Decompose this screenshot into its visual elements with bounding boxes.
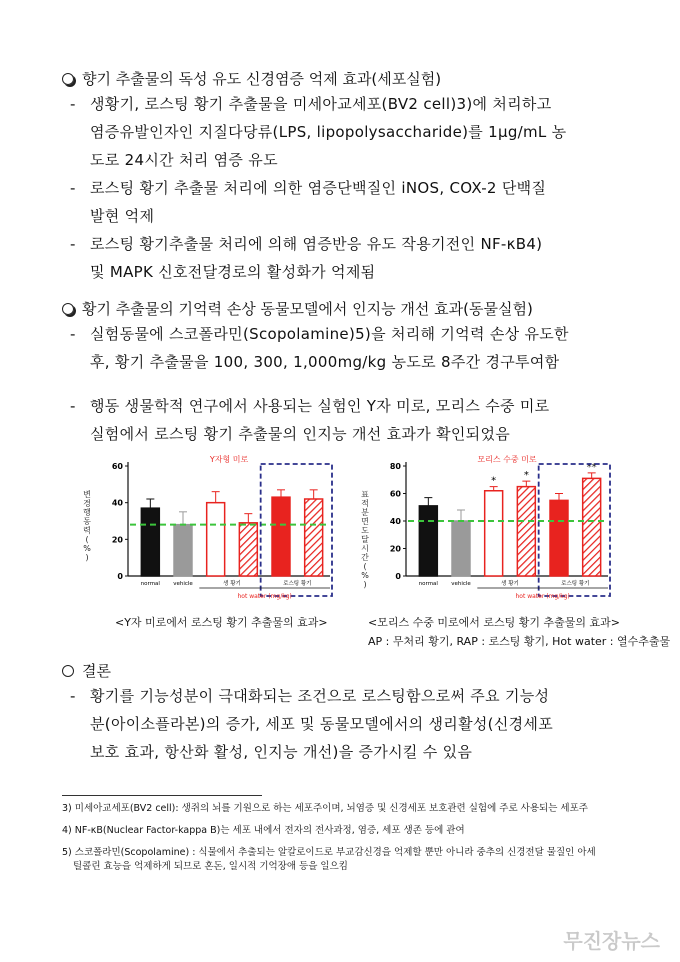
x-group-label: normal bbox=[140, 581, 160, 587]
bar bbox=[207, 503, 225, 576]
y-axis-label: ( bbox=[363, 562, 367, 571]
chart2-caption: <모리스 수중 미로에서 로스팅 황기 추출물의 효과> bbox=[368, 616, 620, 629]
footnote-divider bbox=[62, 795, 262, 796]
x-sublabel: hot water (mg/kg) bbox=[237, 593, 292, 600]
y-tick-label: 40 bbox=[111, 498, 123, 508]
y-axis-label: 력 bbox=[83, 526, 91, 535]
y-tick-label: 20 bbox=[389, 544, 401, 554]
circle-bullet-icon bbox=[62, 665, 74, 677]
y-tick-label: 20 bbox=[111, 535, 123, 545]
y-axis-label: 적 bbox=[361, 499, 369, 508]
section2-heading: 황기 추출물의 기억력 손상 동물모델에서 인지능 개선 효과(동물실험) bbox=[62, 298, 533, 319]
line: 분(아이소플라본)의 증가, 세포 및 동물모델에서의 생리활성(신경세포 bbox=[90, 715, 553, 733]
circle-bullet-icon bbox=[62, 303, 74, 315]
watermark-logo: 무진장뉴스 bbox=[563, 929, 660, 953]
y-axis-label: 분 bbox=[361, 508, 369, 517]
y-axis-label: 도 bbox=[361, 526, 369, 535]
significance-mark: * bbox=[523, 470, 529, 482]
y-axis-label: 변 bbox=[83, 490, 91, 499]
y-axis-label: 간 bbox=[361, 553, 369, 562]
section1-item-2: - 로스팅 황기 추출물 처리에 의한 염증단백질인 iNOS, COX-2 단백질 발현 억제 bbox=[70, 179, 547, 225]
y-axis-label: 행 bbox=[83, 508, 91, 517]
bar bbox=[517, 487, 535, 576]
bar bbox=[272, 497, 290, 576]
bar bbox=[485, 491, 503, 576]
y-axis-label: % bbox=[361, 571, 369, 580]
section3-heading: 결론 bbox=[62, 660, 111, 681]
x-group-label: 로스팅 황기 bbox=[283, 581, 312, 587]
y-tick-label: 0 bbox=[395, 572, 401, 581]
bar bbox=[174, 525, 192, 576]
y-tick-label: 80 bbox=[389, 462, 401, 471]
footnote-5: 5) 스코폴라민(Scopolamine) : 식물에서 추출되는 알칼로이드로 부교감신경을 억제할 뿐만 아니라 중추의 신경전달 물질인 아세 틸콜린 효능을 억제하게 되므로 혼돈, 일시적 기억장애 등을 일으킴 bbox=[62, 847, 596, 872]
line: 생황기, 로스팅 황기 추출물을 미세아교세포(BV2 cell)3)에 처리하고 bbox=[90, 95, 552, 113]
y-axis-label: ) bbox=[363, 580, 367, 589]
line: 황기를 기능성분이 극대화되는 조건으로 로스팅함으로써 주요 기능성 bbox=[90, 687, 550, 705]
chart-title: Y자형 미로 bbox=[209, 455, 249, 464]
line: 발현 억제 bbox=[90, 207, 155, 225]
section1-item-3: - 로스팅 황기추출물 처리에 의해 염증반응 유도 작용기전인 NF-κB4) 및 MAPK 신호전달경로의 활성화가 억제됨 bbox=[70, 235, 543, 281]
x-sublabel: hot water (mg/kg) bbox=[515, 593, 570, 600]
line: 실험에서 로스팅 황기 추출물의 인지능 개선 효과가 확인되었음 bbox=[90, 425, 511, 443]
line: 로스팅 황기추출물 처리에 의해 염증반응 유도 작용기전인 NF-κB4) bbox=[90, 235, 543, 253]
section1-item-1: - 생황기, 로스팅 황기 추출물을 미세아교세포(BV2 cell)3)에 처리하고 염증유발인자인 지질다당류(LPS, lipopolysaccharide)를 1μg/mL 농 도로 24시간 처리 염증 유도 bbox=[70, 95, 567, 169]
section1-heading: 향기 추출물의 독성 유도 신경염증 억제 효과(세포실험) bbox=[62, 68, 441, 89]
footnote-4: 4) NF-κB(Nuclear Factor-kappa B)는 세포 내에서 전자의 전사과정, 염증, 세포 생존 등에 관여 bbox=[62, 825, 465, 836]
chart-title: 모리스 수중 미로 bbox=[477, 455, 537, 464]
y-axis-label: 표 bbox=[361, 490, 369, 499]
y-axis-label: 달 bbox=[361, 535, 369, 544]
y-axis-label: ( bbox=[85, 535, 89, 544]
section2-item-2: - 행동 생물학적 연구에서 사용되는 실험인 Y자 미로, 모리스 수중 미로 실험에서 로스팅 황기 추출물의 인지능 개선 효과가 확인되었음 bbox=[70, 397, 550, 443]
bar bbox=[141, 508, 159, 576]
y-axis-label: 동 bbox=[83, 517, 91, 526]
line: 후, 황기 추출물을 100, 300, 1,000mg/kg 농도로 8주간 경구투여함 bbox=[90, 353, 560, 371]
x-group-label: 생 황기 bbox=[223, 581, 241, 587]
section2-item-1: - 실험동물에 스코폴라민(Scopolamine)5)을 처리해 기억력 손상 유도한 후, 황기 추출물을 100, 300, 1,000mg/kg 농도로 8주간 경구투여함 bbox=[70, 325, 569, 371]
y-axis-label: ) bbox=[85, 553, 89, 562]
abbrev-note: AP : 무처리 황기, RAP : 로스팅 황기, Hot water : 열수추출물 bbox=[368, 635, 671, 648]
y-axis-label: 시 bbox=[361, 544, 369, 553]
significance-mark: * bbox=[491, 475, 497, 487]
bar bbox=[305, 499, 323, 576]
x-group-label: normal bbox=[418, 581, 438, 587]
line: 도로 24시간 처리 염증 유도 bbox=[90, 151, 278, 169]
y-maze-chart bbox=[80, 452, 342, 612]
line: 행동 생물학적 연구에서 사용되는 실험인 Y자 미로, 모리스 수중 미로 bbox=[90, 397, 550, 415]
y-axis-label: 면 bbox=[361, 517, 369, 526]
y-tick-label: 60 bbox=[389, 489, 401, 499]
x-group-label: 로스팅 황기 bbox=[561, 581, 590, 587]
y-tick-label: 0 bbox=[117, 572, 123, 581]
footnote-3: 3) 미세아교세포(BV2 cell): 생쥐의 뇌를 기원으로 하는 세포주이며, 뇌염증 및 신경세포 보호관련 실험에 주로 사용되는 세포주 bbox=[62, 803, 588, 814]
bar bbox=[239, 523, 257, 576]
y-tick-label: 40 bbox=[389, 517, 401, 526]
x-group-label: 생 황기 bbox=[501, 581, 519, 587]
x-group-label: vehicle bbox=[451, 581, 471, 587]
chart1-caption: <Y자 미로에서 로스팅 황기 추출물의 효과> bbox=[115, 616, 328, 629]
y-tick-label: 60 bbox=[111, 462, 123, 471]
y-axis-label: 경 bbox=[83, 499, 91, 508]
y-axis-label: % bbox=[83, 544, 91, 553]
x-group-label: vehicle bbox=[173, 581, 193, 587]
bar bbox=[419, 506, 437, 576]
morris-water-maze-chart bbox=[358, 452, 620, 612]
line: 실험동물에 스코폴라민(Scopolamine)5)을 처리해 기억력 손상 유도한 bbox=[90, 325, 569, 343]
line: 및 MAPK 신호전달경로의 활성화가 억제됨 bbox=[90, 263, 376, 281]
line: 보호 효과, 항산화 활성, 인지능 개선)을 증가시킬 수 있음 bbox=[90, 743, 473, 761]
bar bbox=[550, 500, 568, 576]
bar bbox=[583, 478, 601, 576]
line: 염증유발인자인 지질다당류(LPS, lipopolysaccharide)를 1μg/mL 농 bbox=[90, 123, 567, 141]
section3-item-1: - 황기를 기능성분이 극대화되는 조건으로 로스팅함으로써 주요 기능성 분(아이소플라본)의 증가, 세포 및 동물모델에서의 생리활성(신경세포 보호 효과, 항산화 활성, 인지능 개선)을 증가시킬 수 있음 bbox=[70, 687, 553, 761]
significance-mark: ** bbox=[586, 461, 597, 473]
line: 로스팅 황기 추출물 처리에 의한 염증단백질인 iNOS, COX-2 단백질 bbox=[90, 179, 547, 197]
circle-bullet-icon bbox=[62, 73, 74, 85]
bar bbox=[452, 521, 470, 576]
